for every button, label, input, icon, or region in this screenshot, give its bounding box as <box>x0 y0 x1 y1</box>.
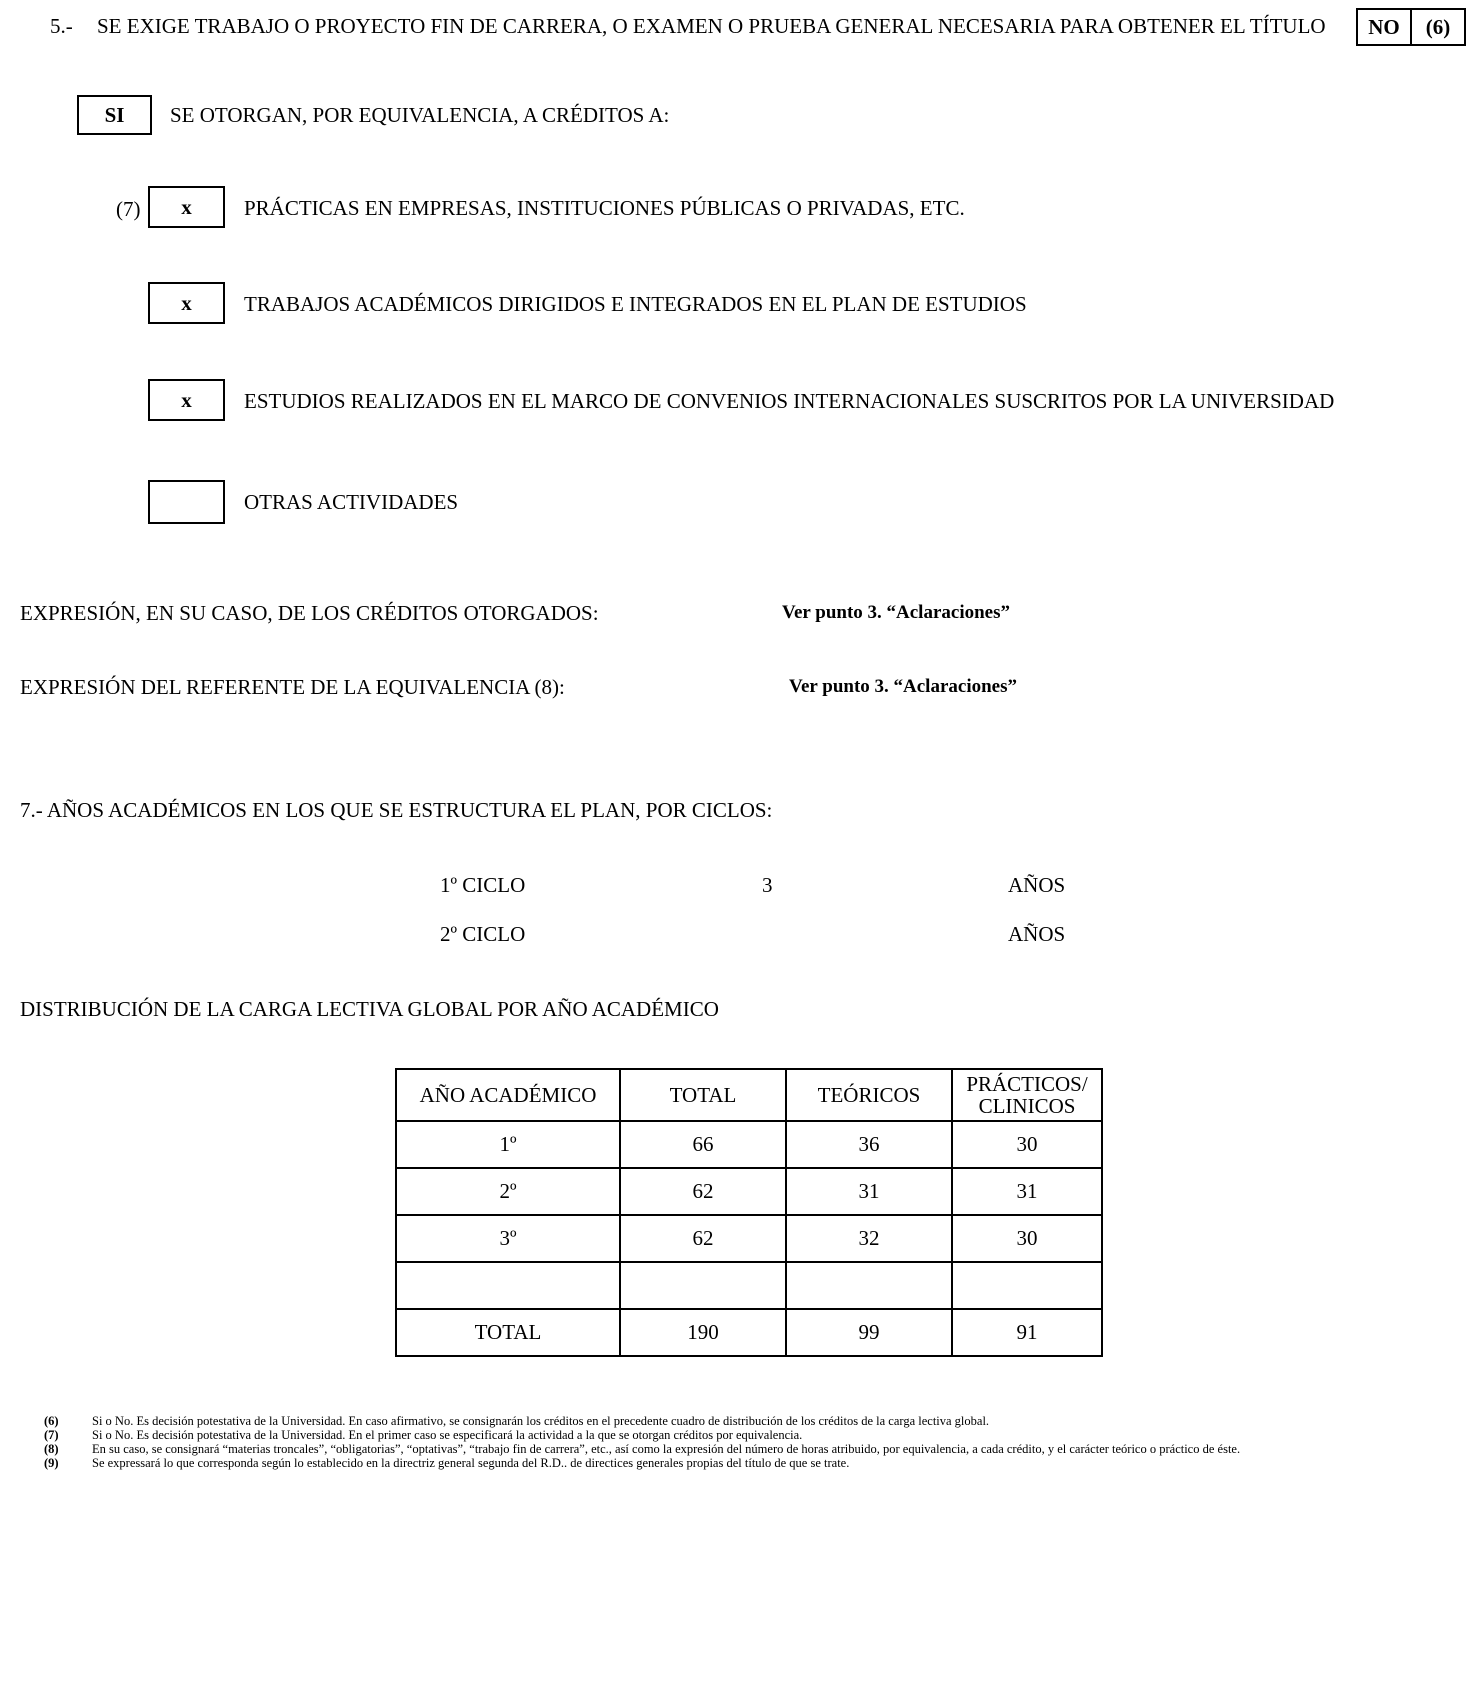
table-row <box>396 1262 1102 1309</box>
section7-heading: 7.- AÑOS ACADÉMICOS EN LOS QUE SE ESTRUCTURA EL PLAN, POR CICLOS: <box>20 798 773 822</box>
table-total-row <box>396 1309 1102 1356</box>
footnote-number: (9) <box>44 1456 59 1470</box>
ciclo-1-value: 3 <box>762 873 773 897</box>
cell-ano: TOTAL <box>396 1309 620 1356</box>
footnote-text: Se expressará lo que corresponda según lo establecido en la directriz general segunda del R.D.. de directices generales propias del título de que se trate. <box>92 1456 850 1470</box>
si-answer: SI <box>104 102 125 127</box>
option-mark: x <box>181 387 192 412</box>
cell-ano: 1º <box>396 1121 620 1168</box>
section5-note-ref: (6) <box>1425 14 1451 39</box>
ciclo-2-label: 2º CICLO <box>440 922 526 946</box>
section5-number: 5.- <box>50 14 73 38</box>
cell-total: 62 <box>620 1215 786 1262</box>
footnote-number: (7) <box>44 1428 59 1442</box>
header-ano-academico: AÑO ACADÉMICO <box>396 1069 620 1121</box>
option-checkbox-otras[interactable] <box>148 480 225 524</box>
option-label-estudios: ESTUDIOS REALIZADOS EN EL MARCO DE CONVENIOS INTERNACIONALES SUSCRITOS POR LA UNIVERSIDAD <box>244 389 1335 413</box>
section5-answer-box[interactable] <box>1356 8 1412 46</box>
footnote <box>44 1442 1444 1456</box>
footnote-text: En su caso, se consignará “materias troncales”, “obligatorias”, “optativas”, “trabajo fin de carrera”, etc., así como la expresión del número de horas atribuido, por equivalencia, a cada crédito, y el carácter teórico o práctico de éste. <box>92 1442 1241 1456</box>
header-practicos-line1: PRÁCTICOS/ <box>966 1072 1088 1096</box>
cell-teoricos: 32 <box>786 1215 952 1262</box>
cell-teoricos: 31 <box>786 1168 952 1215</box>
cell-practicos <box>952 1262 1102 1309</box>
option-checkbox-trabajos[interactable] <box>148 282 225 324</box>
footnote <box>44 1428 1444 1442</box>
ciclo-2-unit: AÑOS <box>1008 922 1066 946</box>
si-answer-box[interactable] <box>77 95 152 135</box>
si-statement: SE OTORGAN, POR EQUIVALENCIA, A CRÉDITOS A: <box>170 103 670 127</box>
cell-ano: 3º <box>396 1215 620 1262</box>
ciclo-1-label: 1º CICLO <box>440 873 526 897</box>
footnotes <box>44 1414 1444 1470</box>
cell-practicos: 31 <box>952 1168 1102 1215</box>
section5-note-ref-box <box>1410 8 1466 46</box>
footnote-number: (6) <box>44 1414 59 1428</box>
option-label-practicas: PRÁCTICAS EN EMPRESAS, INSTITUCIONES PÚBLICAS O PRIVADAS, ETC. <box>244 196 965 220</box>
option-label-otras: OTRAS ACTIVIDADES <box>244 490 459 514</box>
option-checkbox-estudios[interactable] <box>148 379 225 421</box>
option-checkbox-practicas[interactable] <box>148 186 225 228</box>
header-total: TOTAL <box>620 1069 786 1121</box>
footnote <box>44 1456 1444 1470</box>
cell-total: 62 <box>620 1168 786 1215</box>
option-note-ref: (7) <box>116 197 141 221</box>
footnote-text: Si o No. Es decisión potestativa de la Universidad. En el primer caso se especificará la actividad a la que se otorgan créditos por equivalencia. <box>92 1428 803 1442</box>
cell-ano: 2º <box>396 1168 620 1215</box>
table-row <box>396 1168 1102 1215</box>
cell-practicos: 30 <box>952 1121 1102 1168</box>
cell-practicos: 30 <box>952 1215 1102 1262</box>
footnote-number: (8) <box>44 1442 59 1456</box>
table-header-row <box>396 1069 1102 1121</box>
footnote-text: Si o No. Es decisión potestativa de la Universidad. En caso afirmativo, se consignarán los créditos en el precedente cuadro de distribución de los créditos de la carga lectiva global. <box>92 1414 990 1428</box>
header-practicos-line2: CLINICOS <box>978 1094 1076 1118</box>
cell-total <box>620 1262 786 1309</box>
distribucion-heading: DISTRIBUCIÓN DE LA CARGA LECTIVA GLOBAL POR AÑO ACADÉMICO <box>20 997 719 1021</box>
section5-answer: NO <box>1368 14 1400 39</box>
cell-teoricos <box>786 1262 952 1309</box>
referente-equivalencia-label: EXPRESIÓN DEL REFERENTE DE LA EQUIVALENCIA (8): <box>20 675 565 699</box>
option-label-trabajos: TRABAJOS ACADÉMICOS DIRIGIDOS E INTEGRADOS EN EL PLAN DE ESTUDIOS <box>244 292 1027 316</box>
section5-question: SE EXIGE TRABAJO O PROYECTO FIN DE CARRERA, O EXAMEN O PRUEBA GENERAL NECESARIA PARA OBTENER EL TÍTULO <box>97 14 1326 38</box>
cell-total: 66 <box>620 1121 786 1168</box>
table-row <box>396 1121 1102 1168</box>
header-teoricos: TEÓRICOS <box>786 1069 952 1121</box>
creditos-otorgados-value: Ver punto 3. “Aclaraciones” <box>782 602 1010 623</box>
cell-teoricos: 36 <box>786 1121 952 1168</box>
cell-total: 190 <box>620 1309 786 1356</box>
cell-ano <box>396 1262 620 1309</box>
cell-teoricos: 99 <box>786 1309 952 1356</box>
header-practicos <box>952 1069 1102 1121</box>
creditos-otorgados-label: EXPRESIÓN, EN SU CASO, DE LOS CRÉDITOS OTORGADOS: <box>20 601 599 625</box>
referente-equivalencia-value: Ver punto 3. “Aclaraciones” <box>789 676 1017 697</box>
option-mark: x <box>181 194 192 219</box>
carga-lectiva-table <box>395 1068 1103 1357</box>
table-row <box>396 1215 1102 1262</box>
footnote <box>44 1414 1444 1428</box>
cell-practicos: 91 <box>952 1309 1102 1356</box>
option-mark: x <box>181 290 192 315</box>
ciclo-1-unit: AÑOS <box>1008 873 1066 897</box>
